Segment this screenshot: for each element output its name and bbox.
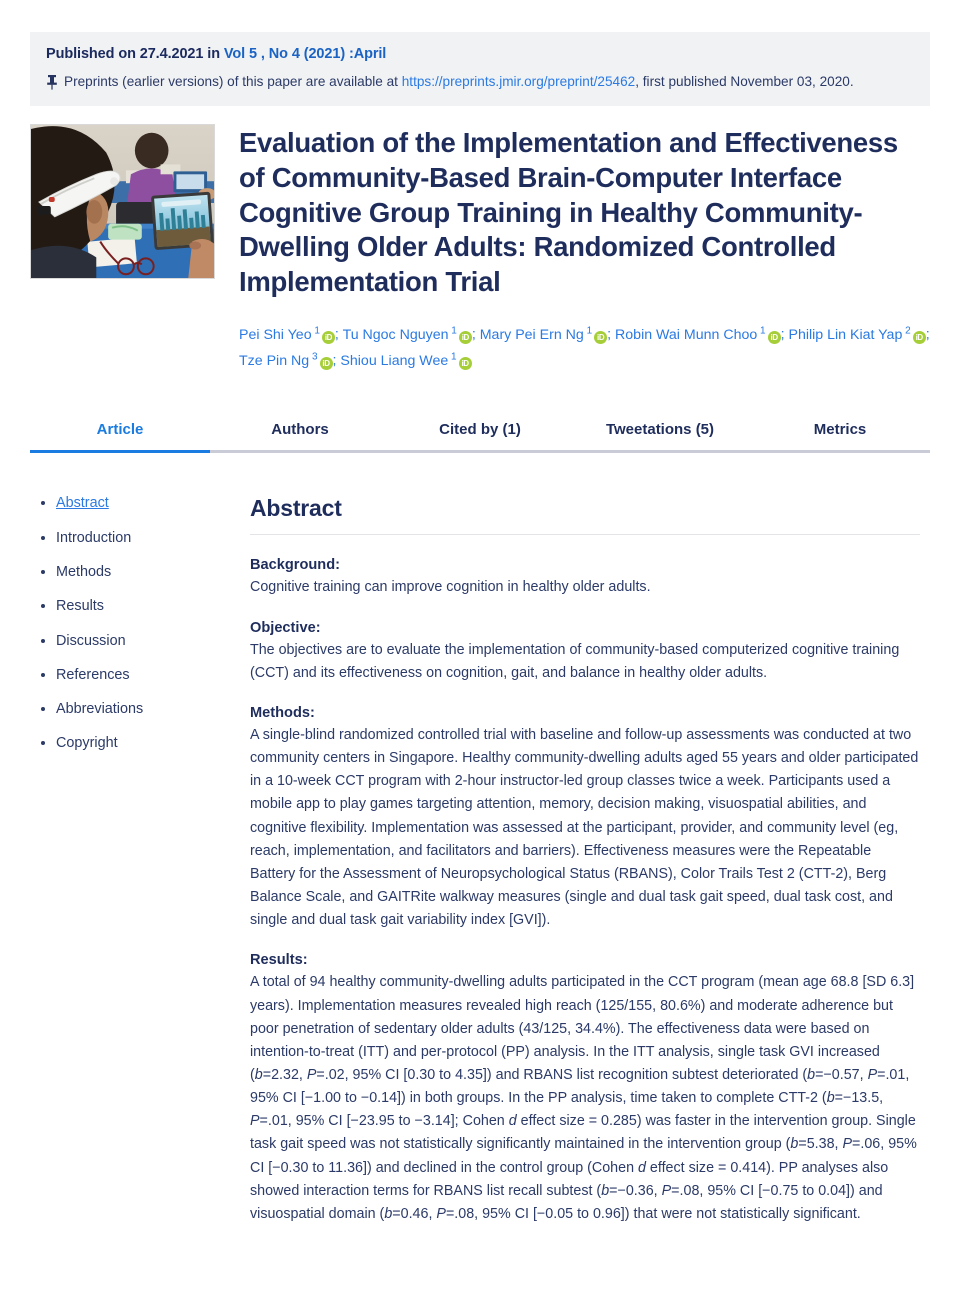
- toc-item-label: Discussion: [56, 632, 126, 649]
- content-area: [30, 495, 930, 1246]
- tab-authors[interactable]: Authors: [271, 421, 329, 439]
- preprint-link[interactable]: https://preprints.jmir.org/preprint/25462: [401, 74, 636, 89]
- author-name-link[interactable]: Pei Shi Yeo: [239, 327, 312, 344]
- author-entry: [343, 327, 472, 343]
- published-prefix: Published on 27.4.2021 in: [46, 46, 224, 62]
- tab-tweetations-5[interactable]: Tweetations (5): [605, 421, 715, 439]
- author-separator: ;: [607, 327, 616, 344]
- author-separator: ;: [925, 327, 930, 344]
- toc-item-references[interactable]: [56, 667, 250, 684]
- abstract-block-text: A total of 94 healthy community-dwelling adults participated in the CCT program (mean age 68.8 [SD 6.3] years). Implementation measures revealed high reach (125/155, 80.6%) and moderate adherence but poor penetration of sedentary older adults (43/125, 34.4%). The effectiveness data were based on intention-to-treat (ITT) and per-protocol (PP) analysis. In the ITT analysis, single task GVI increased (b=2.32, P=.02, 95% CI [0.30 to 4.35]) and RBANS list recognition subtest deteriorated (b=−0.57, P=.01, 95% CI [−1.00 to −0.14]) in both groups. In the PP analysis, time taken to complete CTT-2 (b=−13.5, P=.01, 95% CI [−23.95 to −3.14]; Cohen d effect size = 0.285) was faster in the intervention group. Single task gait speed was not statistically significantly maintained in the intervention group (b=5.38, P=.06, 95% CI [−0.30 to 11.36]) and declined in the control group (Cohen d effect size = 0.414). PP analyses also showed interaction terms for RBANS list recall subtest (b=−0.36, P=.08, 95% CI [−0.75 to 0.04]) and visuospatial domain (b=0.46, P=.08, 95% CI [−0.05 to 0.96]) that were not statistically significant.: [250, 974, 917, 1222]
- author-entry: [480, 327, 607, 343]
- toc-item-results[interactable]: [56, 598, 250, 615]
- author-entry: [615, 327, 781, 343]
- orcid-icon[interactable]: iD: [322, 331, 335, 344]
- preprint-text: [64, 72, 914, 92]
- author-name-link[interactable]: Tze Pin Ng: [239, 352, 310, 369]
- pushpin-icon: [46, 74, 58, 90]
- abstract-block-text: The objectives are to evaluate the implementation of community-based computerized cognitive training (CCT) and its effectiveness on cognition, gait, and balance in healthy older adults.: [250, 641, 900, 681]
- author-affiliation-marker: 1: [311, 325, 320, 337]
- issue-link[interactable]: Vol 5 , No 4 (2021) :April: [223, 46, 387, 62]
- toc-item-abbreviations[interactable]: [56, 701, 250, 718]
- abstract-block-heading: Methods:: [250, 704, 315, 721]
- toc-item-abstract[interactable]: [56, 495, 250, 512]
- abstract-block: [250, 705, 920, 932]
- orcid-icon[interactable]: iD: [320, 357, 333, 370]
- article-page: [0, 32, 960, 1246]
- author-name-link[interactable]: Philip Lin Kiat Yap: [788, 327, 903, 344]
- author-entry: [340, 350, 471, 369]
- abstract-block-heading: Objective:: [250, 619, 321, 636]
- toc-list: [34, 495, 250, 752]
- toc-item-label: Abstract: [56, 495, 109, 512]
- author-affiliation-marker: 1: [448, 350, 457, 362]
- author-affiliation-marker: 1: [757, 325, 766, 337]
- toc-item-label: References: [56, 666, 130, 683]
- author-separator: ;: [471, 327, 480, 344]
- article-thumbnail[interactable]: [30, 124, 215, 279]
- author-affiliation-marker: 1: [583, 325, 593, 337]
- abstract-blocks: [250, 557, 920, 1226]
- abstract-block-text: A single-blind randomized controlled trial with baseline and follow-up assessments was conducted at two community centers in Singapore. Healthy community-dwelling adults aged 55 years and older participated in a 10-week CCT program with 2-hour instructor-led group classes twice a week. Participants used a mobile app to play games targeting attention, memory, decision making, visuospatial abilities, and cognitive flexibility. Implementation was assessed at the participant, provider, and community level (eg, reach, implementation, and facilitators and barriers). Effectiveness measures were the Repeatable Battery for the Assessment of Neuropsychological Status (RBANS), Color Trails Test 2 (CTT-2), Berg Balance Scale, and GAITRite walkway measures (single and dual task gait speed, dual task cost, and single and dual task gait variability index [GVI]).: [250, 726, 919, 929]
- author-name-link[interactable]: Mary Pei Ern Ng: [479, 327, 584, 344]
- orcid-icon[interactable]: iD: [594, 331, 607, 344]
- author-affiliation-marker: 1: [448, 325, 457, 337]
- published-line: [46, 46, 914, 62]
- toc-item-copyright[interactable]: [56, 735, 250, 752]
- title-block: [30, 124, 930, 374]
- author-name-link[interactable]: Robin Wai Munn Choo: [615, 327, 758, 344]
- toc-item-label: Methods: [56, 564, 112, 581]
- section-heading: Abstract: [250, 495, 920, 535]
- author-name-link[interactable]: Tu Ngoc Nguyen: [342, 327, 449, 344]
- author-list: [239, 322, 930, 373]
- orcid-icon[interactable]: iD: [459, 357, 472, 370]
- author-separator: ;: [334, 327, 343, 344]
- abstract-block: [250, 557, 920, 599]
- author-affiliation-marker: 2: [902, 325, 911, 337]
- author-entry: [239, 327, 335, 343]
- author-separator: ;: [332, 352, 341, 369]
- preprint-note: [46, 72, 914, 92]
- abstract-panel: [250, 495, 930, 1246]
- abstract-block-text: Cognitive training can improve cognition in healthy older adults.: [250, 579, 651, 596]
- abstract-block-heading: Results:: [250, 952, 308, 969]
- tab-metrics[interactable]: Metrics: [813, 421, 867, 439]
- toc-item-discussion[interactable]: [56, 633, 250, 650]
- toc-item-label: Results: [56, 598, 104, 615]
- orcid-icon[interactable]: iD: [459, 331, 472, 344]
- orcid-icon[interactable]: iD: [768, 331, 781, 344]
- abstract-block-heading: Background:: [250, 557, 340, 574]
- article-tabbar: [30, 413, 930, 453]
- author-name-link[interactable]: Shiou Liang Wee: [340, 352, 449, 369]
- tab-cited-by-1[interactable]: Cited by (1): [439, 421, 521, 439]
- toc-item-label: Copyright: [56, 735, 118, 752]
- toc-item-methods[interactable]: [56, 564, 250, 581]
- page-title: Evaluation of the Implementation and Effectiveness of Community-Based Brain-Computer Interface Cognitive Group Training in Healthy Community-Dwelling Older Adults: Randomized Controlled Implementation Trial: [239, 126, 898, 298]
- author-entry: [239, 350, 333, 369]
- author-entry: [789, 327, 926, 343]
- author-separator: ;: [780, 327, 789, 344]
- abstract-block: [250, 620, 920, 685]
- tab-article[interactable]: Article: [30, 413, 210, 450]
- section-nav: [30, 495, 250, 1246]
- toc-item-label: Introduction: [56, 529, 132, 546]
- toc-item-label: Abbreviations: [56, 701, 144, 718]
- title-right-column: [239, 124, 930, 374]
- publication-banner: [30, 32, 930, 106]
- preprint-after: , first published November 03, 2020.: [635, 74, 854, 89]
- author-affiliation-marker: 3: [309, 350, 318, 362]
- orcid-icon[interactable]: iD: [913, 331, 926, 344]
- toc-item-introduction[interactable]: [56, 530, 250, 547]
- abstract-block: [250, 952, 920, 1226]
- preprint-before: Preprints (earlier versions) of this paper are available at: [64, 74, 402, 89]
